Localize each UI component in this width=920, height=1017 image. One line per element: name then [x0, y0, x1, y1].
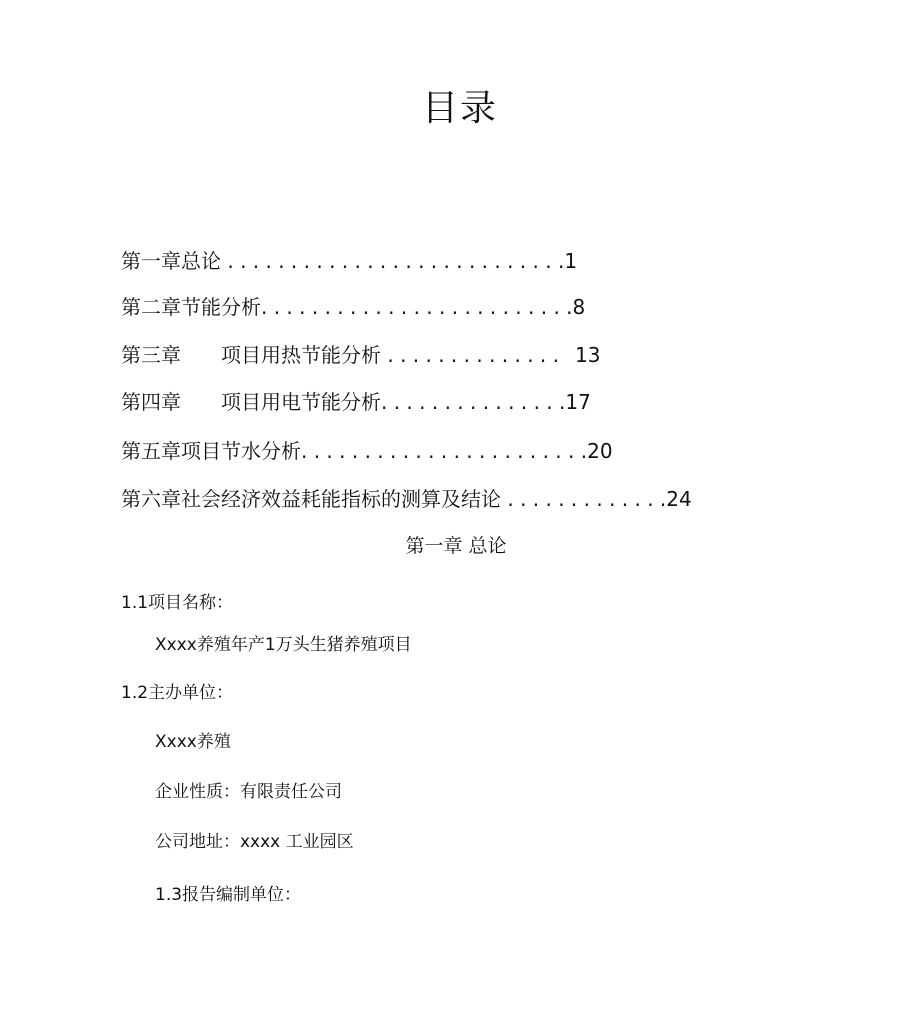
toc-entry[interactable]	[121, 436, 613, 466]
toc-page-number: 1	[564, 249, 578, 273]
toc-chapter: 第三章	[121, 343, 181, 367]
company-type: 企业性质：有限责任公司	[155, 782, 342, 802]
toc-entry[interactable]	[121, 246, 577, 276]
toc-name: 项目用电节能分析	[221, 390, 381, 414]
toc-entry[interactable]	[121, 387, 591, 417]
toc-page-number: 20	[587, 439, 613, 463]
toc-dots: . . . . . . . . . . . . . . . . . . . . . . . . . . .	[221, 249, 565, 273]
toc-page-number: 8	[572, 295, 586, 319]
toc-name: 社会经济效益耗能指标的测算及结论	[181, 487, 501, 511]
toc-chapter: 第六章	[121, 487, 181, 511]
toc-name: 节能分析	[181, 295, 261, 319]
item-1-2-label: 1.2主办单位：	[121, 683, 234, 703]
company-address: 公司地址：xxxx 工业园区	[155, 832, 354, 852]
toc-chapter: 第一章	[121, 249, 181, 273]
section-heading: 第一章 总论	[405, 535, 507, 557]
toc-chapter: 第五章	[121, 439, 181, 463]
item-1-1-label: 1.1项目名称：	[121, 593, 234, 613]
toc-dots: . . . . . . . . . . . . .	[501, 487, 667, 511]
toc-page-number: 24	[666, 487, 692, 511]
toc-name: 总论	[181, 249, 221, 273]
sponsor-name: Xxxx养殖	[155, 732, 231, 752]
toc-entry[interactable]	[121, 340, 600, 370]
toc-entry[interactable]	[121, 484, 692, 514]
project-name: Xxxx养殖年产1万头生猪养殖项目	[155, 635, 412, 655]
toc-page-number: 13	[575, 343, 601, 367]
toc-dots: . . . . . . . . . . . . . . . . . . . . . . . . .	[261, 295, 573, 319]
toc-chapter: 第二章	[121, 295, 181, 319]
toc-page-number: 17	[565, 390, 591, 414]
toc-dots: . . . . . . . . . . . . . .	[381, 343, 560, 367]
item-1-3-label: 1.3报告编制单位：	[155, 885, 302, 905]
toc-dots: . . . . . . . . . . . . . . . . . . . . . . .	[301, 439, 588, 463]
page-title: 目录	[421, 88, 498, 129]
toc-name: 项目节水分析	[181, 439, 301, 463]
toc-dots: . . . . . . . . . . . . . . .	[381, 390, 566, 414]
toc-name: 项目用热节能分析	[221, 343, 381, 367]
toc-entry[interactable]	[121, 292, 585, 322]
toc-chapter: 第四章	[121, 390, 181, 414]
